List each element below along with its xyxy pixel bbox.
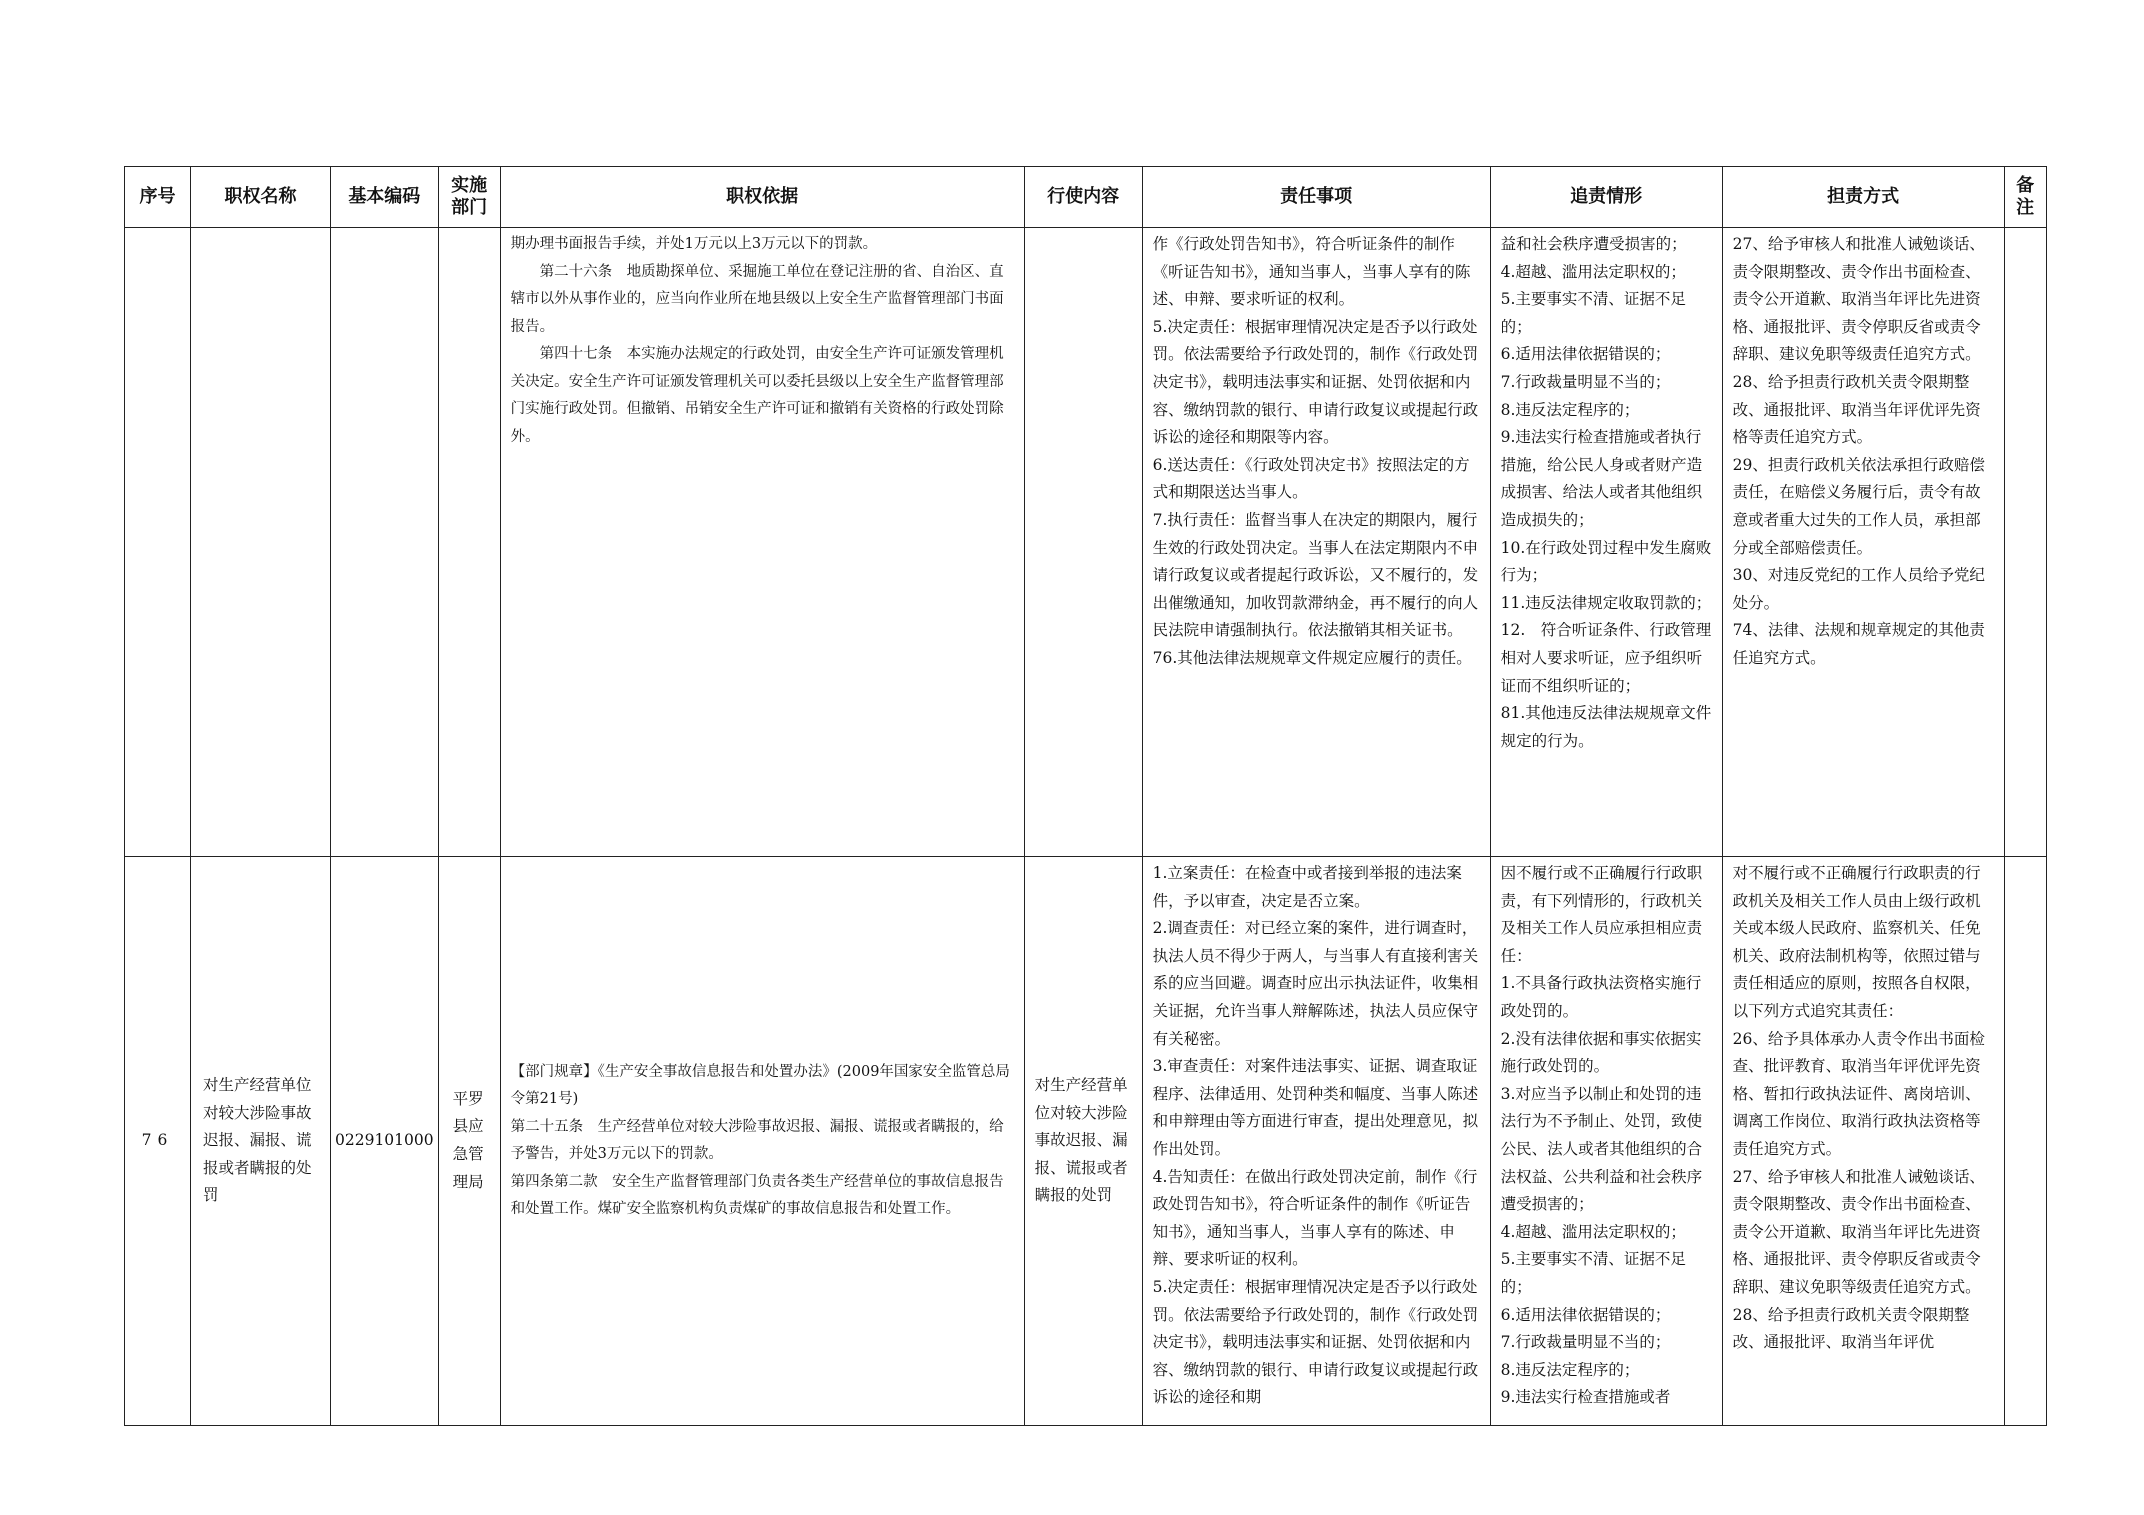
col-header-name: 职权名称 [191,167,331,228]
cell-duties [1142,857,1490,1426]
col-header-basis: 职权依据 [500,167,1024,228]
cell-dept [438,228,500,857]
cell-dept [438,857,500,1426]
liability-item: 26、给予具体承办人责令作出书面检查、批评教育、取消当年评优评先资格、暂扣行政执法证件、离岗培训、调离工作岗位、取消行政执法资格等责任追究方式。 [1732,1029,1985,1158]
cell-note [2004,228,2046,857]
col-header-liability: 担责方式 [1722,167,2004,228]
cell-basis [500,857,1024,1426]
accountability-text [1491,228,1722,755]
liability-item: 对不履行或不正确履行行政职责的行政机关及相关工作人员由上级行政机关或本级人民政府、监察机关、任免机关、政府法制机构等，依照过错与责任相适应的原则，按照各自权限，以下列方式追究其责任： [1732,864,1981,1020]
duties-text [1143,228,1490,673]
col-header-accountability: 追责情形 [1490,167,1722,228]
accountability-item: 益和社会秩序遭受损害的； [1500,235,1687,253]
accountability-item: 因不履行或不正确履行行政职责，有下列情形的，行政机关及相关工作人员应承担相应责任： [1500,864,1703,965]
table-row [125,228,2047,857]
dept-text: 平罗县应急管理局 [452,1089,484,1191]
accountability-item: 7.行政裁量明显不当的； [1500,372,1671,391]
accountability-item: 11.违反法律规定收取罚款的； [1500,593,1712,612]
liability-item: 74、法律、法规和规章规定的其他责任追究方式。 [1732,621,1985,667]
duty-item: 作《行政处罚告知书》，符合听证条件的制作《听证告知书》，通知当事人，当事人享有的陈述、申辩、要求听证的权利。 [1152,235,1471,309]
cell-accountability [1490,857,1722,1426]
accountability-item: 2.没有法律依据和事实依据实施行政处罚的。 [1500,1029,1702,1076]
table-row [125,857,2047,1426]
accountability-item: 10.在行政处罚过程中发生腐败行为； [1500,538,1712,585]
dept-text [439,228,500,231]
basis-paragraph: 第四十七条 本实施办法规定的行政处罚，由安全生产许可证颁发管理机关决定。安全生产许可证颁发管理机关可以委托县级以上安全生产监督管理部门实施行政处罚。但撤销、吊销安全生产许可证和撤销有关资格的行政处罚除外。 [510,346,1004,445]
duty-item: 7.执行责任：监督当事人在决定的期限内，履行生效的行政处罚决定。当事人在法定期限内不申请行政复议或者提起行政诉讼，又不履行的，发出催缴通知，加收罚款滞纳金，再不履行的向人民法院申请强制执行。依法撤销其相关证书。 [1152,510,1479,640]
col-header-dept [438,167,500,228]
content-text [1025,228,1142,231]
basis-paragraph: 第二十六条 地质勘探单位、采掘施工单位在登记注册的省、自治区、直辖市以外从事作业的，应当向作业所在地县级以上安全生产监督管理部门书面报告。 [510,263,1004,335]
duty-item: 6.送达责任：《行政处罚决定书》按照法定的方式和期限送达当事人。 [1152,455,1470,502]
cell-name [191,857,331,1426]
liability-item: 28、给予担责行政机关责令限期整改、通报批评、取消当年评优 [1732,1305,1970,1352]
liability-text [1723,857,2004,1357]
seq-text: 76 [141,1131,174,1150]
liability-item: 28、给予担责行政机关责令限期整改、通报批评、取消当年评优评先资格等责任追究方式。 [1732,372,1981,447]
seq-text [125,228,190,231]
accountability-text [1491,857,1722,1412]
basis-paragraph: 第二十五条 生产经营单位对较大涉险事故迟报、漏报、谎报或者瞒报的，给予警告，并处3万元以下的罚款。 [510,1118,1004,1162]
duty-item: 5.决定责任：根据审理情况决定是否予以行政处罚。依法需要给予行政处罚的，制作《行政处罚决定书》，载明违法事实和证据、处罚依据和内容、缴纳罚款的银行、申请行政复议或提起行政诉讼的途径和期限等内容。 [1152,317,1479,447]
cell-note [2004,857,2046,1426]
accountability-item: 5.主要事实不清、证据不足的； [1500,290,1686,336]
note-text [2005,857,2046,860]
basis-paragraph: 【部门规章】《生产安全事故信息报告和处置办法》(2009年国家安全监管总局令第21号) [510,1063,1010,1107]
accountability-item: 81.其他违反法律法规规章文件规定的行为。 [1500,704,1712,750]
col-header-dept-text: 实施部门 [451,175,488,218]
accountability-item: 8.违反法定程序的； [1500,400,1640,419]
liability-item: 27、给予审核人和批准人诫勉谈话、责令限期整改、责令作出书面检查、责令公开道歉、取消当年评比先进资格、通报批评、责令停职反省或责令辞职、建议免职等级责任追究方式。 [1732,235,1985,364]
accountability-item: 6.适用法律依据错误的； [1500,1305,1671,1324]
table-header-row [125,167,2047,228]
power-list-table [124,166,2047,1426]
duty-item: 5.决定责任：根据审理情况决定是否予以行政处罚。依法需要给予行政处罚的，制作《行政处罚决定书》，载明违法事实和证据、处罚依据和内容、缴纳罚款的银行、申请行政复议或提起行政诉讼的途径和期 [1152,1277,1479,1407]
cell-content [1024,228,1142,857]
cell-duties [1142,228,1490,857]
name-text: 对生产经营单位对较大涉险事故迟报、漏报、谎报或者瞒报的处罚 [203,1076,312,1205]
cell-liability [1722,228,2004,857]
accountability-item: 9.违法实行检查措施或者执行措施，给公民人身或者财产造成损害、给法人或者其他组织造成损失的； [1500,428,1703,529]
cell-seq [125,228,191,857]
col-header-duties: 责任事项 [1142,167,1490,228]
name-text [191,228,330,231]
basis-text [501,1059,1024,1224]
accountability-item: 12. 符合听证条件、行政管理相对人要求听证，应予组织听证而不组织听证的； [1500,621,1712,695]
accountability-item: 1.不具备行政执法资格实施行政处罚的。 [1500,974,1702,1020]
duty-item: 76.其他法律法规规章文件规定应履行的责任。 [1152,648,1472,667]
basis-text [501,228,1024,451]
col-header-code: 基本编码 [331,167,439,228]
accountability-item: 9.违法实行检查措施或者 [1500,1388,1671,1407]
cell-liability [1722,857,2004,1426]
col-header-note-text: 备注 [2016,175,2035,218]
accountability-item: 5.主要事实不清、证据不足的； [1500,1250,1686,1296]
accountability-item: 7.行政裁量明显不当的； [1500,1333,1671,1352]
cell-accountability [1490,228,1722,857]
liability-text [1723,228,2004,673]
content-text: 对生产经营单位对较大涉险事故迟报、漏报、谎报或者瞒报的处罚 [1034,1076,1128,1205]
duty-item: 2.调查责任：对已经立案的案件，进行调查时，执法人员不得少于两人，与当事人有直接利害关系的应当回避。调查时应出示执法证件，收集相关证据，允许当事人辩解陈述，执法人员应保守有关秘密。 [1152,919,1479,1048]
code-text [331,228,438,231]
liability-item: 27、给予审核人和批准人诫勉谈话、责令限期整改、责令作出书面检查、责令公开道歉、取消当年评比先进资格、通报批评、责令停职反省或责令辞职、建议免职等级责任追究方式。 [1732,1167,1985,1296]
cell-code [331,228,439,857]
cell-code [331,857,439,1426]
cell-seq [125,857,191,1426]
liability-item: 29、担责行政机关依法承担行政赔偿责任，在赔偿义务履行后，责令有故意或者重大过失的工作人员，承担部分或全部赔偿责任。 [1732,455,1985,557]
cell-basis [500,228,1024,857]
cell-name [191,228,331,857]
duty-item: 1.立案责任：在检查中或者接到举报的违法案件，予以审查，决定是否立案。 [1152,864,1462,910]
duty-item: 3.审查责任：对案件违法事实、证据、调查取证程序、法律适用、处罚种类和幅度、当事人陈述和申辩理由等方面进行审查，提出处理意见，拟作出处罚。 [1152,1057,1479,1158]
basis-paragraph: 期办理书面报告手续，并处1万元以上3万元以下的罚款。 [510,236,878,252]
cell-content [1024,857,1142,1426]
accountability-item: 3.对应当予以制止和处罚的违法行为不予制止、处罚，致使公民、法人或者其他组织的合法权益、公共利益和社会秩序遭受损害的； [1500,1084,1703,1214]
code-text: 0229101000 [335,1131,434,1150]
accountability-item: 6.适用法律依据错误的； [1500,345,1671,364]
accountability-item: 8.违反法定程序的； [1500,1360,1640,1379]
basis-paragraph: 第四条第二款 安全生产监督管理部门负责各类生产经营单位的事故信息报告和处置工作。煤矿安全监察机构负责煤矿的事故信息报告和处置工作。 [510,1173,1004,1217]
accountability-item: 4.超越、滥用法定职权的； [1500,1222,1686,1241]
duties-text [1143,857,1490,1412]
col-header-content: 行使内容 [1024,167,1142,228]
col-header-seq: 序号 [125,167,191,228]
col-header-note [2004,167,2046,228]
accountability-item: 4.超越、滥用法定职权的； [1500,262,1686,281]
duty-item: 4.告知责任：在做出行政处罚决定前，制作《行政处罚告知书》，符合听证条件的制作《听证告知书》，通知当事人，当事人享有的陈述、申辩、要求听证的权利。 [1152,1167,1478,1269]
liability-item: 30、对违反党纪的工作人员给予党纪处分。 [1732,566,1985,612]
note-text [2005,228,2046,231]
